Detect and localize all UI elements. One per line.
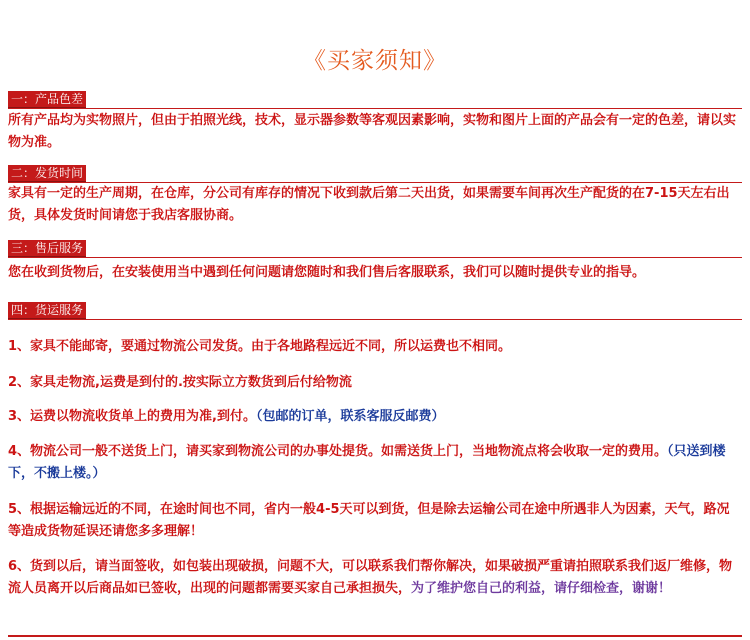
freight-item-5 (8, 499, 742, 543)
freight-item-2-text: 2、家具走物流,运费是到付的.按实际立方数货到后付给物流 (8, 375, 352, 390)
section-body-shipping-time: 家具有一定的生产周期，在仓库，分公司有库存的情况下收到款后第二天出货，如果需要车间再次生产配货的在7-15天左右出货，具体发货时间请您于我店客服协商。 (8, 186, 730, 223)
freight-item-3-note: （包邮的订单，联系客服反邮费） (255, 409, 445, 424)
freight-item-1-text: 1、家具不能邮寄，要通过物流公司发货。由于各地路程远近不同，所以运费也不相同。 (8, 339, 512, 354)
freight-item-5-text: 5、根据运输远近的不同，在途时间也不同，省内一般4-5天可以到货，但是除去运输公司在途中所遇非人为因素，天气，路况等造成货物延误还请您多多理解！ (8, 502, 730, 539)
section-divider (8, 319, 742, 320)
section-heading-after-sales: 三：售后服务 (8, 240, 86, 258)
freight-item-3 (8, 406, 742, 428)
freight-item-6-text: 6、货到以后，请当面签收，如包装出现破损，问题不大，可以联系我们帮你解决，如果破损严重请拍照联系我们返厂维修，物流人员离开以后商品如已签收，出现的问题都需要买家自己承担损失， (8, 559, 733, 596)
section-body-after-sales: 您在收到货物后，在安装使用当中遇到任何问题请您随时和我们售后客服联系，我们可以随时提供专业的指导。 (8, 265, 646, 280)
freight-item-4-note: （只送到楼下，不搬上楼。） (8, 444, 726, 481)
section-heading-color-difference: 一：产品色差 (8, 91, 86, 109)
section-heading-freight: 四：货运服务 (8, 302, 86, 320)
freight-item-1 (8, 336, 742, 358)
section-heading-shipping-time: 二：发货时间 (8, 165, 86, 183)
freight-item-2 (8, 372, 742, 394)
freight-item-6 (8, 556, 742, 600)
section-divider (8, 257, 742, 258)
page-title: 《买家须知》 (303, 48, 447, 74)
freight-item-4 (8, 441, 742, 485)
freight-item-6-note: 为了维护您自己的利益，请仔细检查，谢谢！ (411, 581, 672, 596)
bottom-divider (8, 635, 742, 637)
section-divider (8, 108, 742, 109)
section-body-color-difference: 所有产品均为实物照片，但由于拍照光线，技术，显示器参数等客观因素影响，实物和图片上面的产品会有一定的色差，请以实物为准。 (8, 113, 737, 150)
freight-item-4-text: 4、物流公司一般不送货上门，请买家到物流公司的办事处提货。如需送货上门，当地物流点将会收取一定的费用。 (8, 444, 668, 459)
freight-item-3-text: 3、运费以物流收货单上的费用为准,到付。 (8, 409, 256, 424)
